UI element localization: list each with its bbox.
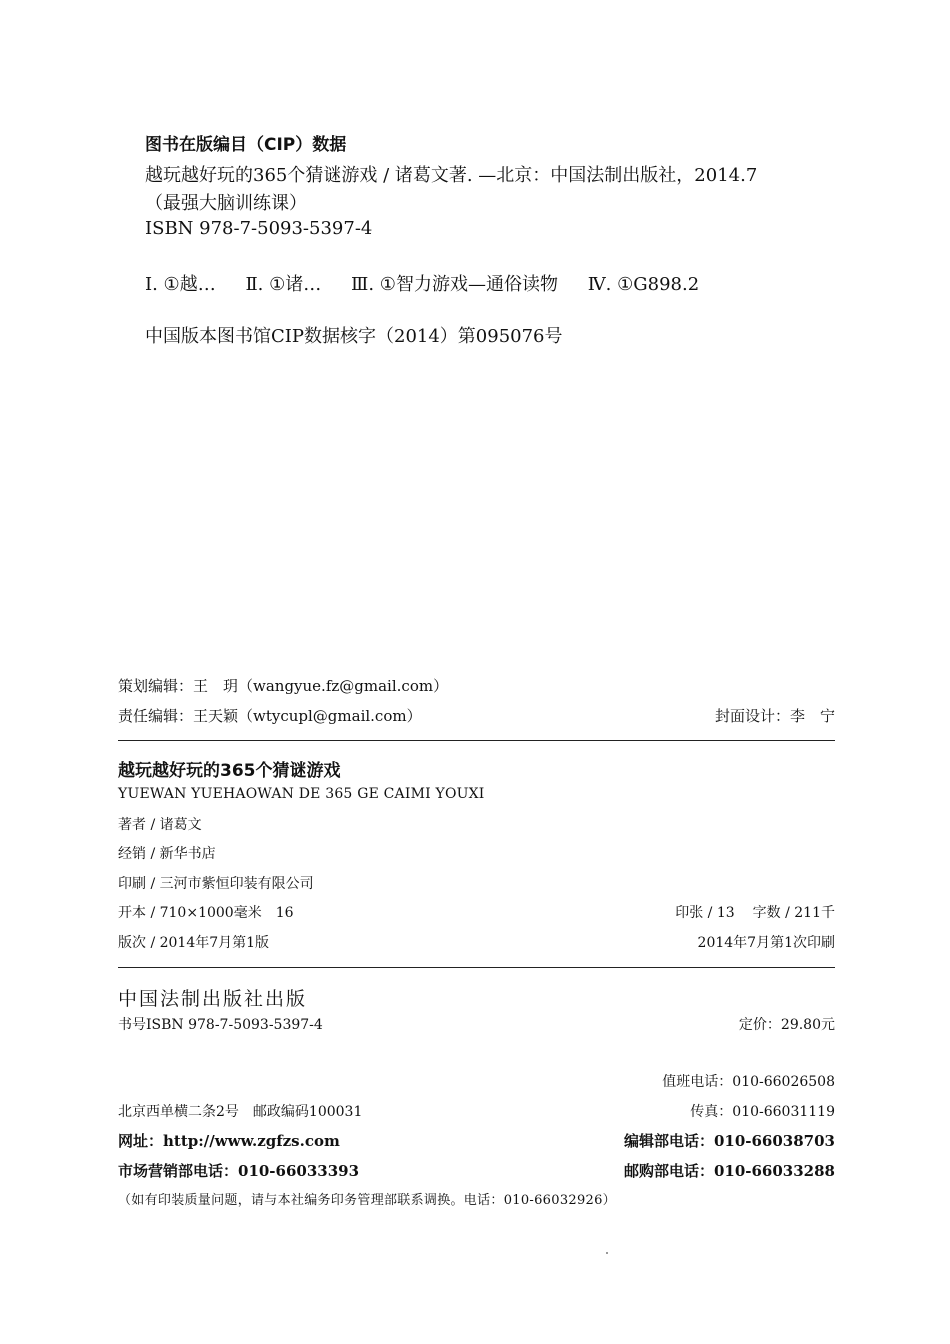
book-printer: 印刷 / 三河市紫恒印装有限公司 — [118, 876, 314, 892]
price: 定价：29.80元 — [738, 1017, 835, 1033]
book-sheets: 印张 / 13 — [675, 905, 735, 921]
divider — [118, 740, 835, 741]
book-number-isbn: 书号ISBN 978-7-5093-5397-4 — [118, 1017, 323, 1033]
book-printing: 2014年7月第1次印刷 — [697, 935, 835, 951]
classification-3: Ⅲ. ①智力游戏—通俗读物 — [351, 274, 558, 295]
quality-notice: （如有印装质量问题，请与本社编务印务管理部联系调换。电话：010-66032926） — [118, 1193, 616, 1208]
mail-order-phone: 邮购部电话：010-66033288 — [623, 1162, 835, 1180]
book-pinyin: YUEWAN YUEHAOWAN DE 365 GE CAIMI YOUXI — [118, 786, 485, 802]
divider — [118, 967, 835, 968]
marketing-phone: 市场营销部电话：010-66033393 — [118, 1162, 360, 1180]
website: 网址：http://www.zgfzs.com — [118, 1132, 340, 1150]
classification-2: Ⅱ. ①诸… — [245, 274, 322, 295]
classification-4: Ⅳ. ①G898.2 — [587, 274, 700, 295]
cover-design: 封面设计：李 宁 — [714, 707, 835, 725]
book-distributor: 经销 / 新华书店 — [118, 846, 216, 862]
book-title: 越玩越好玩的365个猜谜游戏 — [118, 761, 341, 781]
cip-isbn-line: ISBN 978-7-5093-5397-4 — [145, 218, 373, 239]
cip-series-line: （最强大脑训练课） — [145, 193, 307, 214]
responsible-editor: 责任编辑：王天颖（wtycupl@gmail.com） — [118, 707, 422, 725]
scan-speck — [606, 1252, 608, 1254]
publisher-name: 中国法制出版社出版 — [118, 988, 308, 1010]
book-format: 开本 / 710×1000毫米 16 — [118, 905, 294, 921]
book-word-count: 字数 / 211千 — [752, 905, 835, 921]
book-edition: 版次 / 2014年7月第1版 — [118, 935, 270, 951]
fax: 传真：010-66031119 — [690, 1104, 835, 1120]
book-author: 著者 / 诸葛文 — [118, 817, 202, 833]
cip-title-line: 越玩越好玩的365个猜谜游戏 / 诸葛文著. —北京：中国法制出版社，2014.7 — [145, 165, 758, 186]
duty-phone: 值班电话：010-66026508 — [662, 1074, 835, 1090]
cip-heading: 图书在版编目（CIP）数据 — [145, 135, 347, 155]
address: 北京西单横二条2号 邮政编码100031 — [118, 1104, 363, 1120]
editorial-phone: 编辑部电话：010-66038703 — [623, 1132, 835, 1150]
planning-editor: 策划编辑：王 玥（wangyue.fz@gmail.com） — [118, 677, 449, 695]
cip-check-number: 中国版本图书馆CIP数据核字（2014）第095076号 — [145, 326, 563, 347]
book-sheets-words — [675, 902, 835, 922]
cip-classifications — [145, 270, 723, 296]
classification-1: Ⅰ. ①越… — [145, 274, 216, 295]
